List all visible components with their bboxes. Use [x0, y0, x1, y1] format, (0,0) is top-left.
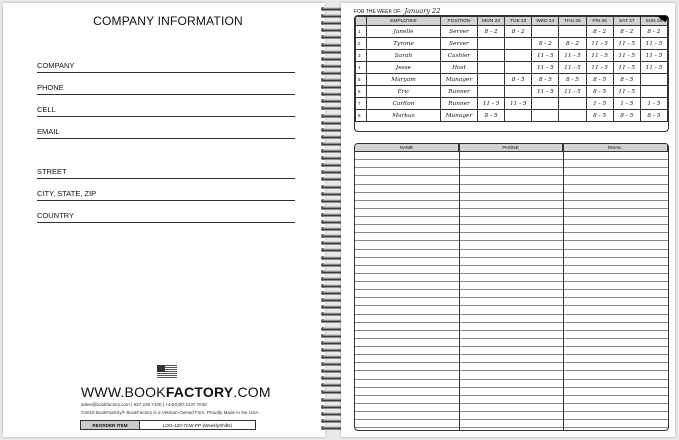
shift-cell: 8 - 2: [586, 26, 613, 38]
shift-cell: [478, 62, 505, 74]
contact-row: [355, 380, 668, 388]
shift-cell: 11 - 5: [532, 86, 559, 98]
field-phone: PHONE: [37, 83, 295, 95]
contact-row: [355, 217, 668, 225]
shift-cell: 8 - 5: [613, 110, 640, 122]
table-row: [356, 74, 668, 86]
shift-cell: 11 - 5: [613, 38, 640, 50]
header-cell: TUE 23: [505, 17, 532, 26]
shift-cell: [559, 26, 586, 38]
shift-cell: 11 - 5: [613, 50, 640, 62]
contact-row: [355, 355, 668, 363]
employee-name: Eric: [367, 86, 441, 98]
contact-row: [355, 339, 668, 347]
shift-cell: [505, 110, 532, 122]
schedule-table: [354, 15, 669, 132]
row-number: 6: [356, 86, 367, 98]
shift-cell: 11 - 5: [586, 38, 613, 50]
shift-cell: 11 - 5: [505, 98, 532, 110]
contact-row: [355, 347, 668, 355]
contact-row: [355, 250, 668, 258]
shift-cell: 11 - 5: [586, 50, 613, 62]
employee-position: Server: [441, 26, 478, 38]
contact-row: [355, 201, 668, 209]
row-number: 8: [356, 110, 367, 122]
contact-row: [355, 274, 668, 282]
reorder-label: REORDER ITEM: [81, 421, 140, 429]
shift-cell: 8 - 2: [505, 26, 532, 38]
shift-cell: 8 - 5: [586, 110, 613, 122]
shift-cell: [505, 86, 532, 98]
contact-row: [355, 168, 668, 176]
employee-name: Tyrone: [367, 38, 441, 50]
employee-position: Server: [441, 38, 478, 50]
employee-name: Jesse: [367, 62, 441, 74]
shift-cell: [640, 86, 667, 98]
field-cell: CELL: [37, 105, 295, 117]
left-page: [3, 3, 325, 437]
employee-name: Maryam: [367, 74, 441, 86]
contact-row: [355, 241, 668, 249]
shift-cell: 11 - 5: [478, 98, 505, 110]
contact-row: [355, 412, 668, 420]
shift-cell: 8 - 5: [505, 74, 532, 86]
contact-row: [355, 363, 668, 371]
employee-position: Manager: [441, 110, 478, 122]
header-cell: EMPLOYEE: [367, 17, 441, 26]
contact-row: [355, 233, 668, 241]
contact-row: [355, 404, 668, 412]
shift-cell: [478, 50, 505, 62]
shift-cell: 1 - 5: [640, 98, 667, 110]
shift-cell: 8 - 2: [640, 26, 667, 38]
shift-cell: 11 - 5: [559, 50, 586, 62]
contact-row: [355, 388, 668, 396]
header-cell: FRI 26: [586, 17, 613, 26]
shift-cell: 8 - 5: [586, 86, 613, 98]
shift-cell: 1 - 5: [586, 98, 613, 110]
field-street: STREET: [37, 167, 295, 179]
table-row: [356, 98, 668, 110]
contact-row: [355, 323, 668, 331]
table-row: [356, 62, 668, 74]
employee-name: Janelle: [367, 26, 441, 38]
contact-row: [355, 258, 668, 266]
header-cell: MON 22: [478, 17, 505, 26]
shift-cell: [532, 98, 559, 110]
row-number: 2: [356, 38, 367, 50]
contact-row: [355, 306, 668, 314]
shift-cell: 8 - 2: [478, 26, 505, 38]
shift-cell: 8 - 5: [586, 74, 613, 86]
row-number: 3: [356, 50, 367, 62]
table-row: [356, 50, 668, 62]
shift-cell: [505, 38, 532, 50]
header-cell: SAT 27: [613, 17, 640, 26]
shift-cell: 8 - 5: [613, 74, 640, 86]
shift-cell: [559, 98, 586, 110]
week-value: January 22: [404, 7, 441, 15]
contacts-table: [354, 143, 669, 431]
bookfactory-logo: WWW.BOOKFACTORY.COM: [81, 384, 271, 400]
shift-cell: [478, 86, 505, 98]
header-cell-number: [356, 17, 367, 26]
contact-row: [355, 185, 668, 193]
contact-row: [355, 420, 668, 428]
right-page: [341, 3, 675, 437]
employee-position: Runner: [441, 98, 478, 110]
week-header: FOR THE WEEK OF: January 22: [354, 7, 441, 15]
table-row: [356, 86, 668, 98]
shift-cell: 1 - 5: [613, 98, 640, 110]
shift-cell: 11 - 5: [532, 62, 559, 74]
us-flag-icon: [157, 365, 177, 378]
reorder-value: LOG-120-7CW-PP-(WeeklyShifts): [162, 422, 233, 428]
table-row: [356, 38, 668, 50]
contact-row: [355, 290, 668, 298]
table-row: [356, 110, 668, 122]
employee-name: Markus: [367, 110, 441, 122]
contact-row: [355, 193, 668, 201]
row-number: 4: [356, 62, 367, 74]
shift-cell: 8 - 2: [532, 38, 559, 50]
reorder-box: [80, 420, 256, 430]
copyright-line: ©2018 BookFactory® BookFactory is a Veteran-Owned Firm. Proudly Made in the USA.: [81, 410, 260, 415]
contact-row: [355, 282, 668, 290]
shift-cell: 11 - 5: [613, 62, 640, 74]
shift-cell: [478, 74, 505, 86]
shift-cell: [478, 38, 505, 50]
shift-cell: 8 - 5: [532, 74, 559, 86]
employee-position: Runner: [441, 86, 478, 98]
header-cell: WED 24: [532, 17, 559, 26]
shift-cell: 8 - 2: [559, 38, 586, 50]
shift-cell: [559, 110, 586, 122]
contact-row: [355, 331, 668, 339]
header-cell: THU 25: [559, 17, 586, 26]
shift-cell: [532, 110, 559, 122]
contact-row: [355, 209, 668, 217]
shift-cell: [505, 50, 532, 62]
contact-row: [355, 266, 668, 274]
contact-line: sales@bookfactory.com | 937.226.7100 | +44(0)20.3137.7038: [81, 402, 207, 407]
table-row: [356, 26, 668, 38]
employee-position: Cashier: [441, 50, 478, 62]
row-number: 1: [356, 26, 367, 38]
header-cell: SUN 28: [640, 17, 667, 26]
contact-row: [355, 396, 668, 404]
contacts-header-name: NAME: [355, 144, 459, 151]
contact-row: [355, 152, 668, 160]
shift-cell: 8 - 2: [613, 26, 640, 38]
employee-name: Sarah: [367, 50, 441, 62]
shift-cell: 11 - 5: [586, 62, 613, 74]
header-cell: POSITION: [441, 17, 478, 26]
shift-cell: 11 - 5: [640, 38, 667, 50]
contact-row: [355, 225, 668, 233]
shift-cell: 11 - 5: [640, 62, 667, 74]
contact-row: [355, 160, 668, 168]
shift-cell: 11 - 5: [559, 86, 586, 98]
shift-cell: 8 - 5: [559, 74, 586, 86]
shift-cell: 11 - 5: [640, 50, 667, 62]
field-company: COMPANY: [37, 61, 295, 73]
employee-name: Carlton: [367, 98, 441, 110]
page-title: COMPANY INFORMATION: [93, 14, 243, 28]
contact-row: [355, 371, 668, 379]
shift-cell: 11 - 5: [559, 62, 586, 74]
column-divider: [459, 144, 460, 430]
field-city-state-zip: CITY, STATE, ZIP: [37, 189, 295, 201]
shift-cell: 11 - 5: [532, 50, 559, 62]
field-country: COUNTRY: [37, 211, 295, 223]
shift-cell: 8 - 5: [640, 110, 667, 122]
shift-cell: 11 - 5: [613, 86, 640, 98]
field-email: EMAIL: [37, 127, 295, 139]
contact-row: [355, 298, 668, 306]
contacts-header-email: EMAIL: [563, 144, 668, 151]
column-divider: [563, 144, 564, 430]
shift-cell: [505, 62, 532, 74]
employee-position: Host: [441, 62, 478, 74]
row-number: 7: [356, 98, 367, 110]
contact-row: [355, 315, 668, 323]
employee-position: Manager: [441, 74, 478, 86]
contacts-header-phone: PHONE: [459, 144, 563, 151]
shift-cell: 8 - 5: [478, 110, 505, 122]
row-number: 5: [356, 74, 367, 86]
contact-row: [355, 176, 668, 184]
shift-cell: [640, 74, 667, 86]
shift-cell: [532, 26, 559, 38]
